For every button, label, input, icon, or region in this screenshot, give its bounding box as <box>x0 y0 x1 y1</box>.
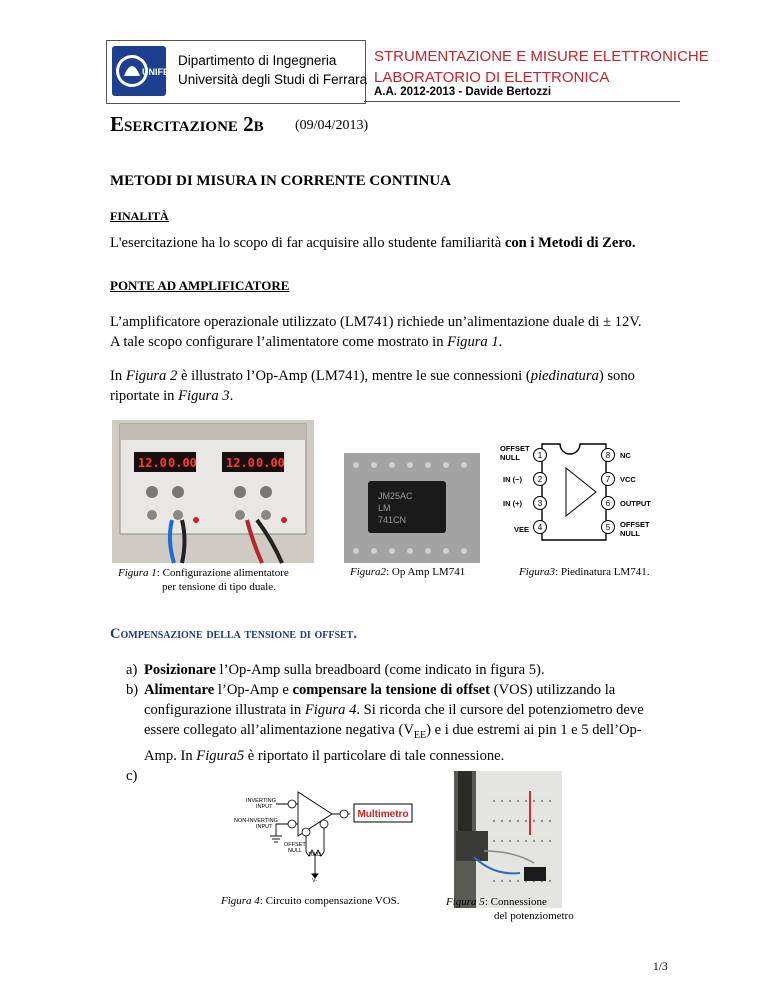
svg-text:IN (+): IN (+) <box>503 499 522 508</box>
exercise-title: Esercitazione 2b <box>110 112 264 136</box>
university-logo <box>112 46 169 96</box>
purpose-paragraph: L'esercitazione ha lo scopo di far acquisire allo studente familiarità con i Metodi di Zero. <box>110 235 636 251</box>
step-b: b) Alimentare l’Op-Amp e compensare la tensione di offset (VOS) utilizzando la configurazione illustrata in Figura 4. Si ricorda che il cursore del potenziometro deve essere collegato all’alimentazione negativa $(V_{EE})$ e i due estremi ai pin 1 e 5 dell’Op- Amp. In Figura5 è riportato il particolare di tale connessione. <box>126 682 644 764</box>
vos-compensation-circuit <box>232 790 428 890</box>
svg-text:INPUT: INPUT <box>256 824 273 830</box>
svg-text:8: 8 <box>605 451 611 460</box>
svg-text:VEE: VEE <box>514 525 530 534</box>
svg-text:UNIFE: UNIFE <box>142 67 169 77</box>
opamp-chip-photo <box>344 453 480 563</box>
svg-text:V-: V- <box>312 878 318 884</box>
offset-steps-list <box>126 660 682 786</box>
svg-text:OFFSET: OFFSET <box>500 444 530 453</box>
svg-text:4: 4 <box>537 523 543 532</box>
department-name: Dipartimento di Ingegneria Università degli Studi di Ferrara <box>178 53 368 87</box>
step-c: c) <box>126 767 138 784</box>
figure-2-caption: Figura2: Op Amp LM741 <box>350 566 466 578</box>
page-number: 1/3 <box>653 961 668 973</box>
svg-text:0.00: 0.00 <box>256 456 285 470</box>
svg-text:NC: NC <box>620 451 631 460</box>
figure-5-caption: Figura 5: Connessione del potenziometro <box>446 896 574 922</box>
purpose-heading: FINALITÀ <box>110 209 169 223</box>
svg-text:IN (−): IN (−) <box>503 475 522 484</box>
svg-text:LM: LM <box>378 503 391 513</box>
figure-1-caption: Figura 1: Configurazione alimentatore per tensione di tipo duale. <box>118 567 289 593</box>
svg-text:1: 1 <box>537 451 543 460</box>
lm741-pinout-diagram <box>494 440 678 565</box>
potentiometer-photo <box>454 771 562 908</box>
header-rule <box>364 101 680 102</box>
svg-text:Multimetro: Multimetro <box>357 809 409 820</box>
svg-text:INVERTING: INVERTING <box>246 798 276 804</box>
svg-text:7: 7 <box>605 475 611 484</box>
power-supply-photo <box>112 420 314 563</box>
svg-text:VCC: VCC <box>620 475 636 484</box>
svg-text:OFFSET: OFFSET <box>284 842 306 848</box>
figure-4-caption: Figura 4: Circuito compensazione VOS. <box>221 895 400 907</box>
svg-text:12.0: 12.0 <box>138 456 167 470</box>
svg-text:NULL: NULL <box>500 453 520 462</box>
bridge-paragraph-2: In Figura 2 è illustrato l’Op-Amp (LM741), mentre le sue connessioni (piedinatura) sono riportate in Figura 3. <box>110 368 635 404</box>
svg-text:10kΩ: 10kΩ <box>308 852 321 858</box>
svg-text:3: 3 <box>537 499 543 508</box>
step-a: a) Posizionare l’Op-Amp sulla breadboard (come indicato in figura 5). <box>126 662 545 678</box>
svg-text:JM25AC: JM25AC <box>378 491 413 501</box>
svg-text:6: 6 <box>605 499 611 508</box>
figure-3-caption: Figura3: Piedinatura LM741. <box>519 566 650 578</box>
svg-text:NON-INVERTING: NON-INVERTING <box>234 818 278 824</box>
svg-text:0.00: 0.00 <box>168 456 197 470</box>
svg-text:741CN: 741CN <box>378 515 407 525</box>
svg-text:2: 2 <box>537 475 543 484</box>
offset-section-heading: Compensazione della tensione di offset. <box>110 626 357 642</box>
document-subtitle: METODI DI MISURA IN CORRENTE CONTINUA <box>110 173 452 189</box>
svg-text:INPUT: INPUT <box>256 804 273 810</box>
bridge-heading: PONTE AD AMPLIFICATORE <box>110 278 290 293</box>
bridge-paragraph-1: L’amplificatore operazionale utilizzato (LM741) richiede un’alimentazione duale di ± 12V. A tale scopo configurare l’alimentatore come mostrato in Figura 1. <box>110 314 642 350</box>
svg-text:12.0: 12.0 <box>226 456 255 470</box>
svg-text:OUTPUT: OUTPUT <box>620 499 651 508</box>
course-title: STRUMENTAZIONE E MISURE ELETTRONICHE LABORATORIO DI ELETTRONICA <box>374 48 709 86</box>
exercise-date: (09/04/2013) <box>295 118 369 133</box>
svg-text:5: 5 <box>605 523 611 532</box>
svg-text:NULL: NULL <box>620 529 640 538</box>
svg-text:OFFSET: OFFSET <box>620 520 650 529</box>
svg-text:NULL: NULL <box>288 848 303 854</box>
course-info: A.A. 2012-2013 - Davide Bertozzi <box>374 86 552 98</box>
